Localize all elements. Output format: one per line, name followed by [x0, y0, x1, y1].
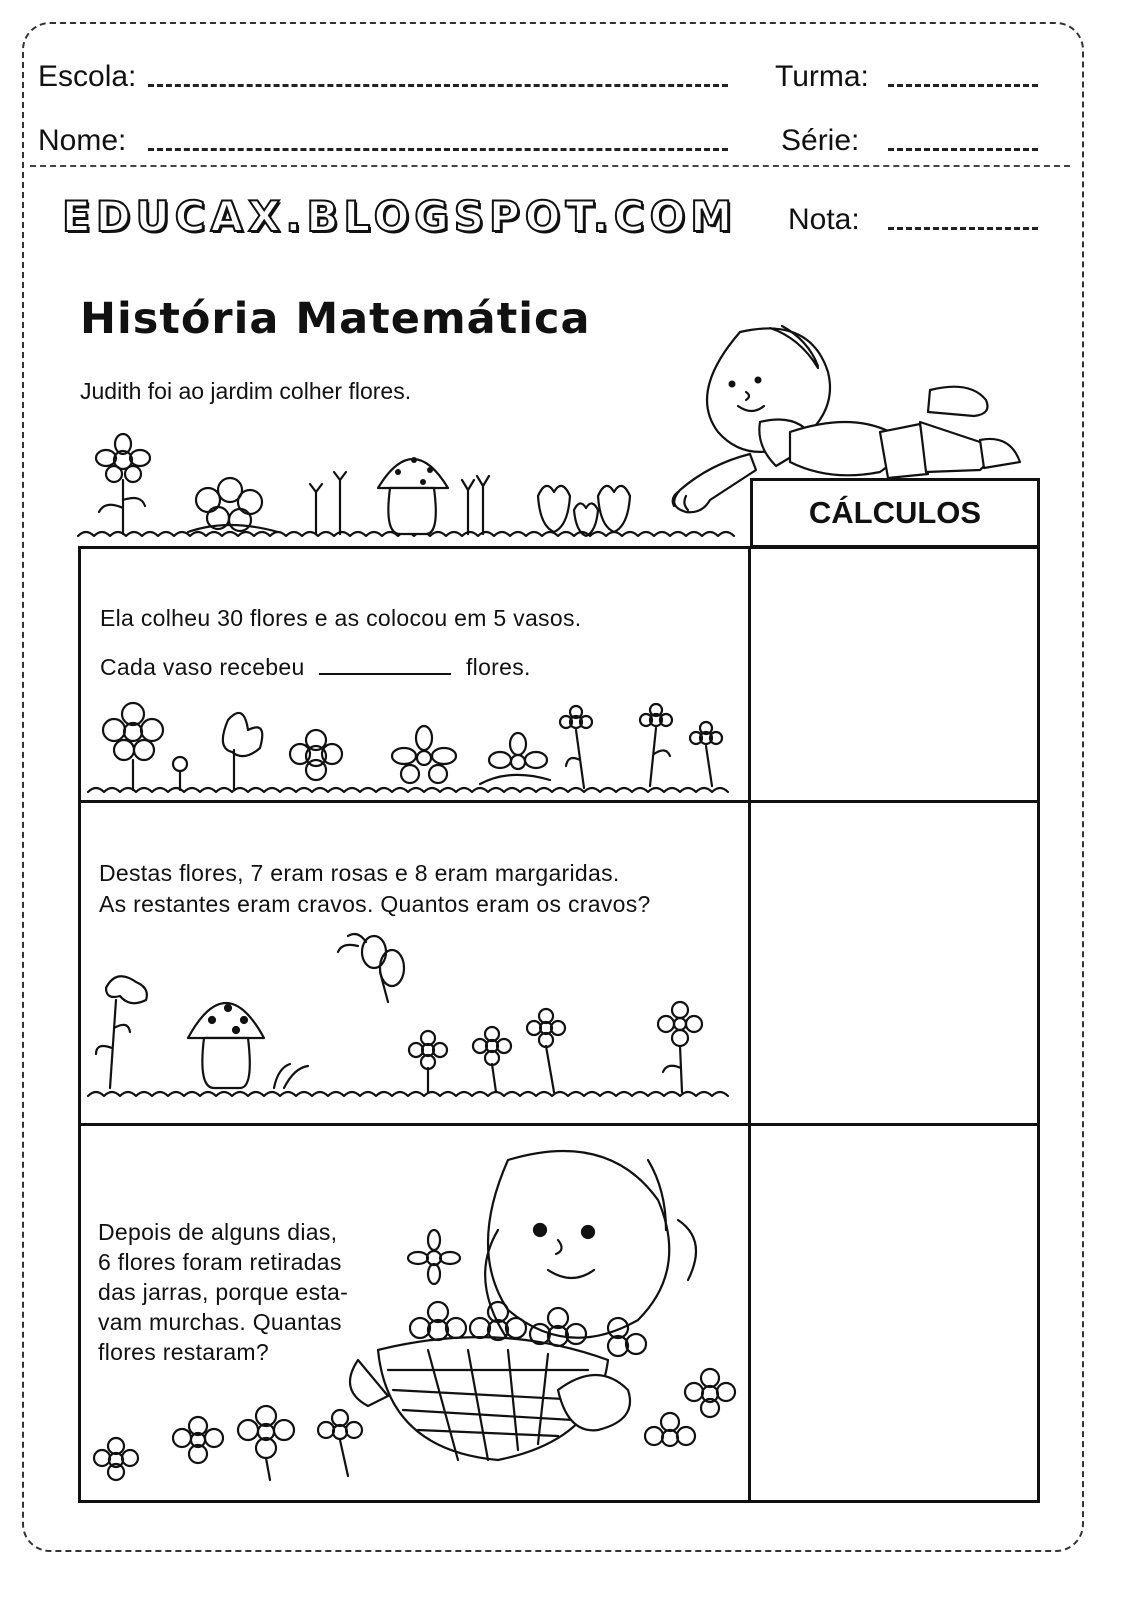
nota-field[interactable] — [888, 227, 1038, 230]
escola-field[interactable] — [148, 84, 728, 87]
problem-3-line-4: vam murchas. Quantas — [98, 1309, 342, 1335]
girl-with-basket-illustration — [88, 1140, 738, 1490]
calc-area-1[interactable] — [753, 549, 1037, 799]
turma-field[interactable] — [888, 84, 1038, 87]
calc-area-3[interactable] — [753, 1127, 1037, 1501]
nota-label: Nota: — [788, 203, 860, 236]
problem-3-line-5: flores restaram? — [98, 1339, 269, 1365]
problem-3-line-1: Depois de alguns dias, — [98, 1219, 338, 1245]
top-garden-illustration — [78, 430, 748, 548]
row-divider-2 — [78, 1123, 1040, 1126]
calc-area-2[interactable] — [753, 804, 1037, 1122]
problem-2-line-2: As restantes eram cravos. Quantos eram os cravos? — [99, 891, 651, 917]
intro-text: Judith foi ao jardim colher flores. — [80, 378, 412, 404]
turma-label: Turma: — [775, 60, 869, 93]
problem-3-line-2: 6 flores foram retiradas — [98, 1249, 342, 1275]
page-title: História Matemática — [80, 294, 591, 344]
site-logo: EDUCAX.BLOGSPOT.COM — [62, 192, 738, 241]
flower-row-1-illustration — [88, 700, 738, 798]
flower-row-2-illustration — [88, 928, 738, 1103]
answer-blank[interactable] — [319, 673, 451, 675]
nome-label: Nome: — [38, 124, 127, 157]
problem-3-line-3: das jarras, porque esta- — [98, 1279, 349, 1305]
escola-label: Escola: — [38, 60, 137, 93]
problem-1-line-2 — [100, 652, 531, 683]
problem-1-pre: Cada vaso recebeu — [100, 654, 305, 680]
problem-2-line-1: Destas flores, 7 eram rosas e 8 eram margaridas. — [99, 860, 620, 886]
problem-1-line-1: Ela colheu 30 flores e as colocou em 5 vasos. — [100, 605, 582, 631]
problem-1-post: flores. — [465, 654, 531, 680]
nome-field[interactable] — [148, 148, 728, 151]
serie-label: Série: — [781, 124, 860, 157]
calc-column-divider — [748, 546, 751, 1503]
calculos-header: CÁLCULOS — [750, 478, 1040, 548]
header-divider — [30, 165, 1070, 167]
serie-field[interactable] — [888, 148, 1038, 151]
row-divider-1 — [78, 800, 1040, 803]
